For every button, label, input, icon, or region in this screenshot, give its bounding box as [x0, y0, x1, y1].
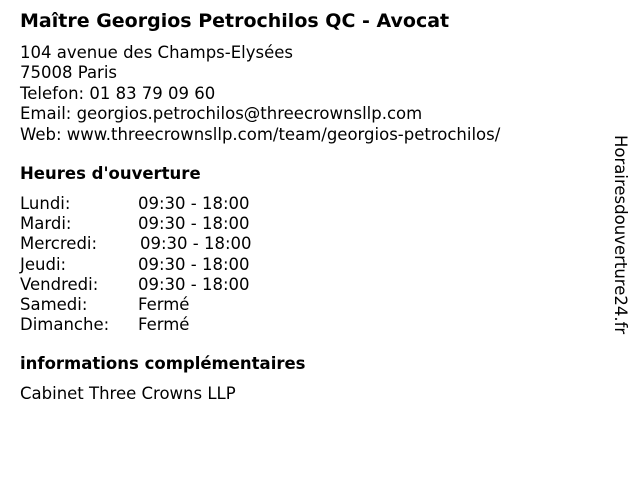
email-text: Email: georgios.petrochilos@threecrownsllp.com [20, 104, 423, 124]
day-label: Dimanche: [20, 315, 110, 335]
address-city: 75008 Paris [20, 63, 118, 83]
page-title: Maître Georgios Petrochilos QC - Avocat [20, 10, 450, 32]
time-value: Fermé [138, 315, 190, 335]
time-value: 09:30 - 18:00 [138, 274, 250, 294]
info-text: Cabinet Three Crowns LLP [20, 384, 236, 403]
day-label: Samedi: [20, 294, 88, 314]
time-value: 09:30 - 18:00 [140, 234, 252, 254]
contact-block [20, 43, 500, 145]
info-heading: informations complémentaires [20, 354, 306, 373]
address-street: 104 avenue des Champs-Elysées [20, 43, 293, 62]
web-text: Web: www.threecrownsllp.com/team/georgios-petrochilos/ [20, 124, 501, 144]
day-label: Lundi: [20, 194, 71, 213]
phone-text: Telefon: 01 83 79 09 60 [20, 83, 216, 103]
site-brand-vertical: Horairesdouverture24.fr [611, 135, 630, 335]
hours-heading: Heures d'ouverture [20, 164, 201, 183]
time-value: Fermé [138, 294, 190, 314]
day-label: Mercredi: [20, 234, 98, 254]
time-value: 09:30 - 18:00 [138, 254, 250, 274]
time-value: 09:30 - 18:00 [138, 194, 250, 213]
time-value: 09:30 - 18:00 [138, 214, 250, 234]
day-label: Vendredi: [20, 274, 99, 294]
day-label: Mardi: [20, 214, 72, 234]
day-label: Jeudi: [20, 254, 67, 274]
